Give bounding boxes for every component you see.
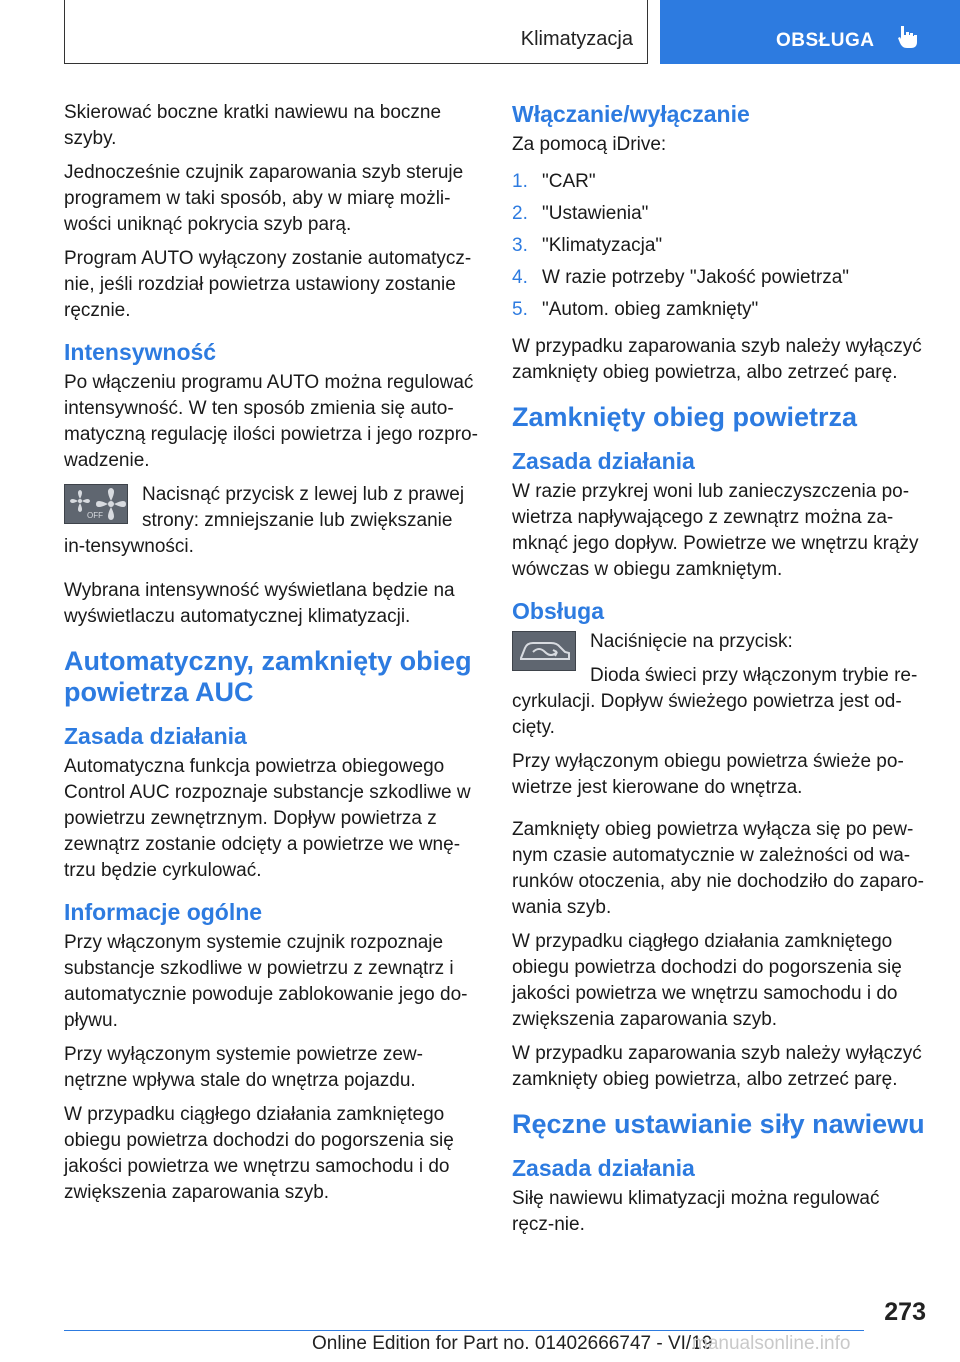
step-number: 1. xyxy=(512,171,528,192)
fan-off-label: OFF xyxy=(87,511,103,520)
right-column xyxy=(512,100,926,1246)
header-section-box xyxy=(64,0,648,64)
step-text: "Klimatyzacja" xyxy=(542,235,663,256)
paragraph: Naciśnięcie na przycisk: xyxy=(590,631,793,652)
step-number: 5. xyxy=(512,299,528,320)
step-number: 4. xyxy=(512,267,528,288)
heading-operation: Obsługa xyxy=(512,598,605,624)
paragraph: Przy włączonym systemie czujnik rozpoznaje substancje szkodliwe w powietrzu z zewnątrz i automatycznie powoduje zablokowanie jego do-pływu. xyxy=(64,932,468,1031)
heading-intensity: Intensywność xyxy=(64,339,217,365)
paragraph: Za pomocą iDrive: xyxy=(512,134,667,155)
recirculation-button-icon xyxy=(512,631,576,671)
list-item xyxy=(512,294,926,326)
paragraph: Po włączeniu programu AUTO można regulować intensywność. W ten sposób zmienia się auto-matyczną regulację ilości powietrza i jego rozpro-wadzenie. xyxy=(64,372,478,471)
pointing-hand-icon xyxy=(896,24,920,50)
fan-speed-button-icon xyxy=(64,484,128,524)
paragraph: Program AUTO wyłączony zostanie automatycz-nie, jeśli rozdział powietrza ustawiony zostanie ręcznie. xyxy=(64,248,472,321)
step-text: W razie potrzeby "Jakość powietrza" xyxy=(542,267,850,288)
step-text: "CAR" xyxy=(542,171,596,192)
header-section-title: Klimatyzacja xyxy=(520,28,633,50)
paragraph: W przypadku ciągłego działania zamkniętego obiegu powietrza dochodzi do pogorszenia się jakości powietrza we wnętrzu samochodu i do zwiększenia zaparowania szyb. xyxy=(512,931,902,1030)
heading-closed-circulation: Zamknięty obieg powietrza xyxy=(512,402,858,432)
heading-manual-airflow: Ręczne ustawianie siły nawiewu xyxy=(512,1109,925,1139)
step-text: "Ustawienia" xyxy=(542,203,649,224)
paragraph: Zamknięty obieg powietrza wyłącza się po pew-nym czasie automatycznie w zależności od wa-runków otoczenia, aby nie dochodziło do zaparo-wania szyb. xyxy=(512,819,924,918)
step-text: "Autom. obieg zamknięty" xyxy=(542,299,759,320)
paragraph: Dioda świeci przy włączonym trybie re-cyrkulacji. Dopływ świeżego powietrza jest od-cięty. xyxy=(512,665,918,738)
heading-principle: Zasada działania xyxy=(512,448,695,474)
paragraph: Automatyczna funkcja powietrza obiegowego Control AUC rozpoznaje substancje szkodliwe w powietrzu zewnętrznym. Dopływ powietrza z zewnątrz zostanie odcięty a powietrze we wnę-trzu będzie cyrkulować. xyxy=(64,756,471,881)
list-item xyxy=(512,198,926,230)
footer-edition: Online Edition for Part no. 01402666747 - VI/19 xyxy=(312,1333,713,1354)
footer-watermark: manualsonline.info xyxy=(692,1333,851,1354)
paragraph: W przypadku zaparowania szyb należy wyłączyć zamknięty obieg powietrza, albo zetrzeć parę. xyxy=(512,336,922,383)
heading-principle: Zasada działania xyxy=(64,723,247,749)
heading-on-off: Włączanie/wyłączanie xyxy=(512,101,750,127)
footer-divider xyxy=(64,1330,864,1331)
list-item xyxy=(512,166,926,198)
fan-button-instruction xyxy=(64,482,478,568)
heading-auc: Automatyczny, zamknięty obieg powietrza AUC xyxy=(64,646,472,707)
paragraph: W przypadku ciągłego działania zamkniętego obiegu powietrza dochodzi do pogorszenia się jakości powietrza we wnętrzu samochodu i do zwiększenia zaparowania szyb. xyxy=(64,1104,454,1203)
paragraph: Przy wyłączonym systemie powietrze zew-nętrzne wpływa stale do wnętrza pojazdu. xyxy=(64,1044,423,1091)
left-column xyxy=(64,100,478,1214)
paragraph: Siłę nawiewu klimatyzacji można regulować ręcz-nie. xyxy=(512,1188,880,1235)
paragraph: Jednocześnie czujnik zaparowania szyb steruje programem w taki sposób, aby w miarę możli-wości uniknąć pokrycia szyb parą. xyxy=(64,162,464,235)
paragraph: W przypadku zaparowania szyb należy wyłączyć zamknięty obieg powietrza, albo zetrzeć parę. xyxy=(512,1043,922,1090)
paragraph: Nacisnąć przycisk z lewej lub z prawej strony: zmniejszanie lub zwiększanie in-tensywności. xyxy=(64,484,465,557)
header-chapter-label: OBSŁUGA xyxy=(776,30,875,51)
heading-general-info: Informacje ogólne xyxy=(64,899,263,925)
paragraph: Skierować boczne kratki nawiewu na boczne szyby. xyxy=(64,102,442,149)
page-number: 273 xyxy=(884,1298,926,1326)
heading-principle: Zasada działania xyxy=(512,1155,695,1181)
recirculation-button-instruction xyxy=(512,629,926,749)
idrive-steps-list xyxy=(512,166,926,326)
paragraph: W razie przykrej woni lub zanieczyszczenia po-wietrza napływającego z zewnątrz można za-mknąć jego dopływ. Powietrze we wnętrzu krąży wówczas w obiegu zamkniętym. xyxy=(512,481,919,580)
list-item xyxy=(512,262,926,294)
header-chapter-tab[interactable] xyxy=(660,0,960,64)
paragraph: Wybrana intensywność wyświetlana będzie na wyświetlaczu automatycznej klimatyzacji. xyxy=(64,580,455,627)
paragraph: Przy wyłączonym obiegu powietrza świeże po-wietrze jest kierowane do wnętrza. xyxy=(512,751,904,798)
step-number: 3. xyxy=(512,235,528,256)
list-item xyxy=(512,230,926,262)
step-number: 2. xyxy=(512,203,528,224)
